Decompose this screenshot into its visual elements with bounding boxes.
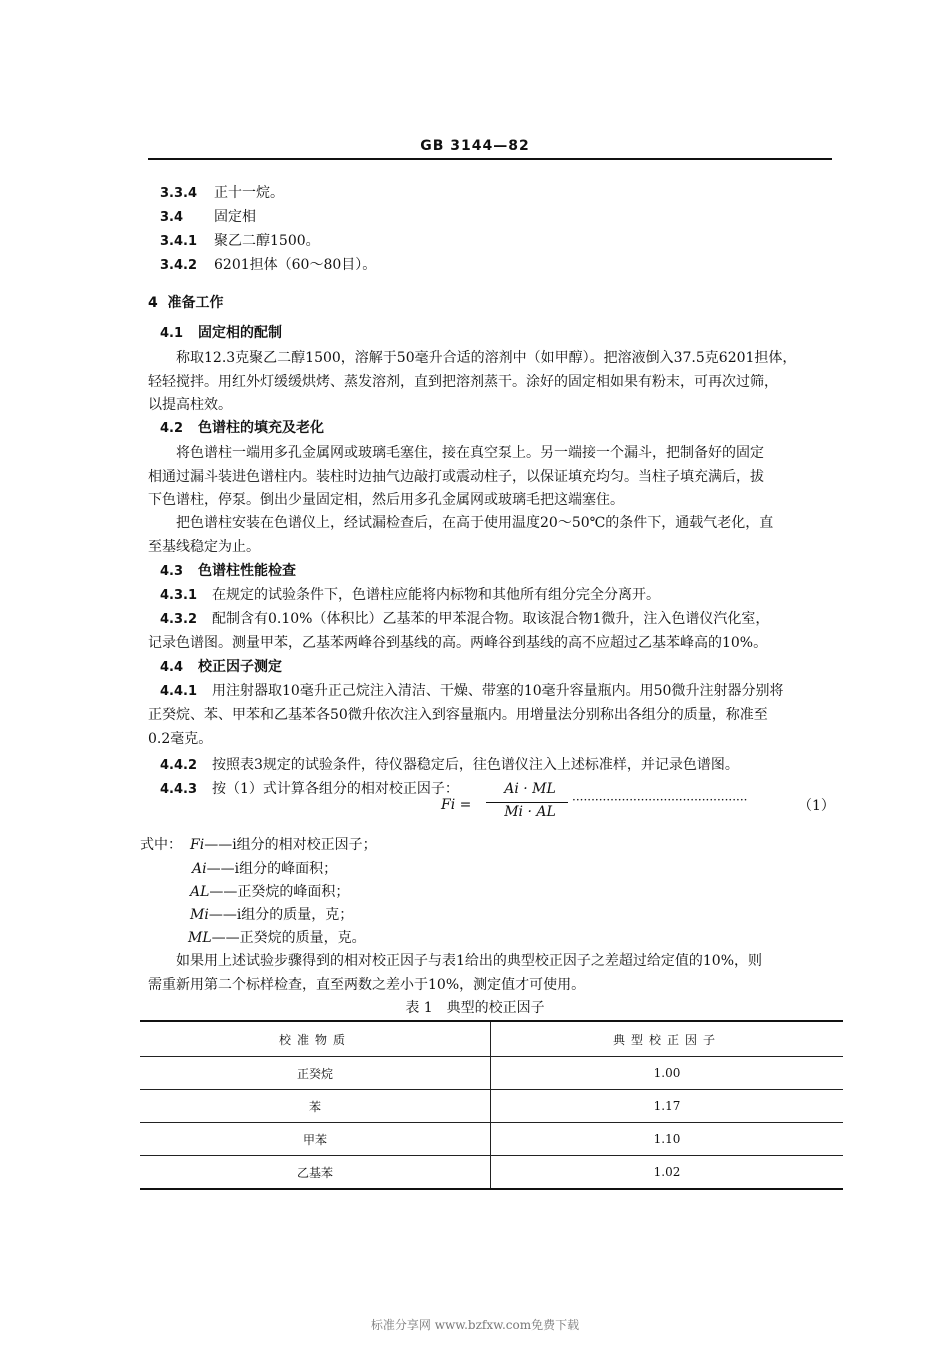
table-row <box>140 1057 843 1090</box>
table-cell: 1.17 <box>491 1090 844 1123</box>
item-4-4-3: 4.4.3 按（1）式计算各组分的相对校正因子： <box>160 781 459 797</box>
para-4-2-line4: 把色谱柱安装在色谱仪上，经试漏检查后，在高于使用温度20～50℃的条件下，通载气老化，直 <box>176 515 774 531</box>
para-4-2-line1: 将色谱柱一端用多孔金属网或玻璃毛塞住，接在真空泵上。另一端接一个漏斗，把制备好的固定 <box>176 445 764 461</box>
where-item: Mi——i组分的质量，克； <box>190 907 354 923</box>
item-4-4-1-cont1: 正癸烷、苯、甲苯和乙基苯各50微升依次注入到容量瓶内。用增量法分别称出各组分的质量，称准至 <box>148 707 768 723</box>
table-row <box>140 1123 843 1156</box>
where-item: ML——正癸烷的质量，克。 <box>188 930 366 946</box>
table-cell: 甲苯 <box>140 1123 491 1156</box>
para-4-1-line2: 轻轻搅拌。用红外灯缓缓烘烤、蒸发溶剂，直到把溶剂蒸干。涂好的固定相如果有粉末，可再次过筛， <box>148 374 778 390</box>
formula-leader-dots: ·············································· <box>572 793 748 807</box>
section-4-2-heading: 4.2 色谱柱的填充及老化 <box>160 420 324 436</box>
section-4-3-heading: 4.3 色谱柱性能检查 <box>160 563 296 579</box>
where-item: Fi——i组分的相对校正因子； <box>190 837 377 853</box>
item-4-3-2-cont: 记录色谱图。测量甲苯，乙基苯两峰谷到基线的高。两峰谷到基线的高不应超过乙基苯峰高的10%。 <box>148 635 768 651</box>
item-4-4-1: 4.4.1 用注射器取10毫升正己烷注入清洁、干燥、带塞的10毫升容量瓶内。用50微升注射器分别将 <box>160 683 784 699</box>
para-4-2-line5: 至基线稳定为止。 <box>148 539 260 555</box>
para-4-2-line2: 相通过漏斗装进色谱柱内。装柱时边抽气边敲打或震动柱子，以保证填充均匀。当柱子填充满后，拔 <box>148 469 764 485</box>
table-cell: 1.02 <box>491 1156 844 1190</box>
section-4-1-heading: 4.1 固定相的配制 <box>160 325 282 341</box>
item-3-3-4: 3.3.4 正十一烷。 <box>160 185 284 201</box>
item-4-4-2: 4.4.2 按照表3规定的试验条件，待仪器稳定后，往色谱仪注入上述标准样，并记录色谱图。 <box>160 757 739 773</box>
fraction-bar <box>486 802 568 803</box>
item-3-4-1: 3.4.1 聚乙二醇1500。 <box>160 233 320 249</box>
item-3-4-2: 3.4.2 6201担体（60～80目）。 <box>160 257 377 273</box>
table-header-cell: 校准物质 <box>140 1021 491 1057</box>
note-line1: 如果用上述试验步骤得到的相对校正因子与表1给出的典型校正因子之差超过给定值的10%，则 <box>176 953 763 969</box>
item-4-3-2: 4.3.2 配制含有0.10%（体积比）乙基苯的甲苯混合物。取该混合物1微升，注入色谱仪汽化室， <box>160 611 770 627</box>
where-intro: 式中： <box>140 837 182 853</box>
table-cell: 苯 <box>140 1090 491 1123</box>
formula-numerator: Ai · ML <box>504 781 556 797</box>
table-row <box>140 1156 843 1190</box>
formula-denominator: Mi · AL <box>504 804 556 820</box>
where-item: Ai——i组分的峰面积； <box>192 861 338 877</box>
table-cell: 正癸烷 <box>140 1057 491 1090</box>
table-header-row <box>140 1021 843 1057</box>
table-caption: 表 1 典型的校正因子 <box>405 1000 545 1016</box>
header-rule <box>148 158 832 160</box>
standard-code-header: GB 3144—82 <box>420 138 530 154</box>
correction-factor-table <box>140 1020 843 1190</box>
para-4-1-line3: 以提高柱效。 <box>148 397 232 413</box>
note-line2: 需重新用第二个标样检查，直至两数之差小于10%，测定值才可使用。 <box>148 977 586 993</box>
table-cell: 1.00 <box>491 1057 844 1090</box>
formula-lhs: Fi = <box>441 797 472 813</box>
watermark-footer: 标准分享网 www.bzfxw.com免费下载 <box>370 1318 580 1332</box>
where-item: AL——正癸烷的峰面积； <box>190 884 350 900</box>
table-row <box>140 1090 843 1123</box>
formula-number: （1） <box>798 798 835 814</box>
section-4-4-heading: 4.4 校正因子测定 <box>160 659 282 675</box>
table-header-cell: 典型校正因子 <box>491 1021 844 1057</box>
item-4-4-1-cont2: 0.2毫克。 <box>148 731 213 747</box>
table-cell: 1.10 <box>491 1123 844 1156</box>
para-4-1-line1: 称取12.3克聚乙二醇1500，溶解于50毫升合适的溶剂中（如甲醇）。把溶液倒入37.5克6201担体， <box>176 350 797 366</box>
item-3-4: 3.4 固定相 <box>160 209 256 225</box>
item-4-3-1: 4.3.1 在规定的试验条件下，色谱柱应能将内标物和其他所有组分完全分离开。 <box>160 587 660 603</box>
para-4-2-line3: 下色谱柱，停泵。倒出少量固定相，然后用多孔金属网或玻璃毛把这端塞住。 <box>148 492 624 508</box>
table-cell: 乙基苯 <box>140 1156 491 1190</box>
section-4-heading: 4 准备工作 <box>148 295 224 311</box>
